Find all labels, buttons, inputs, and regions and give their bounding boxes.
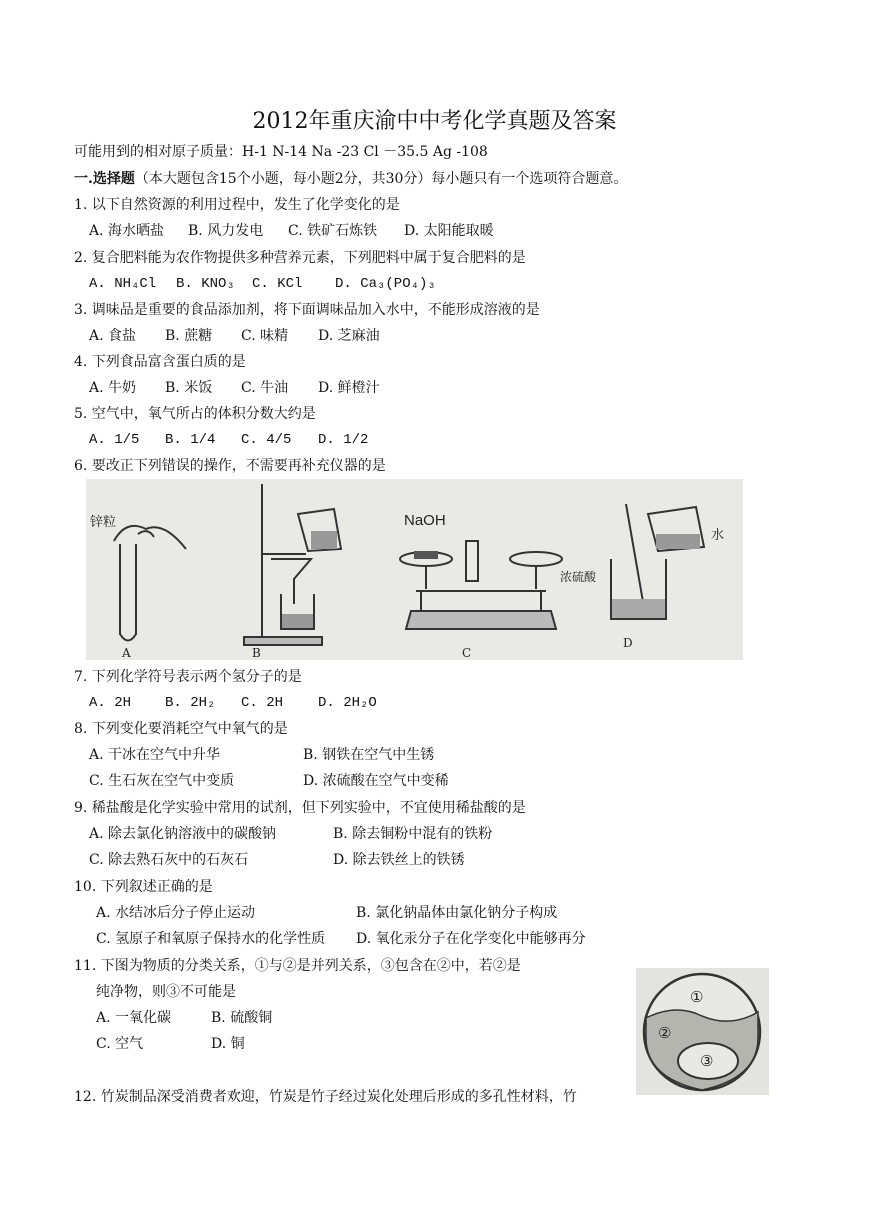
option-c: C. 铁矿石炼铁 — [288, 223, 378, 239]
option-b: B. 氯化钠晶体由氯化钠分子构成 — [356, 905, 558, 921]
option-b: B. 蔗糖 — [165, 328, 213, 344]
lab-operations-drawing — [86, 479, 743, 660]
label-circle-3: ③ — [700, 1052, 714, 1070]
question-stem: 10. 下列叙述正确的是 — [74, 879, 213, 895]
question-stem: 5. 空气中，氧气所占的体积分数大约是 — [74, 406, 316, 422]
label-c: C — [462, 646, 472, 660]
label-zinc: 锌粒 — [90, 515, 117, 530]
label-b: B — [252, 646, 261, 660]
option-b: B. 硫酸铜 — [211, 1010, 273, 1026]
option-c: C. KCl — [252, 276, 303, 292]
option-a: A. 海水晒盐 — [89, 223, 165, 239]
option-a: A. 一氧化碳 — [96, 1010, 172, 1026]
option-b: B. 1/4 — [165, 432, 216, 448]
label-naoh: NaOH — [404, 512, 446, 529]
label-circle-2: ② — [658, 1024, 672, 1042]
question-stem: 1. 以下自然资源的利用过程中，发生了化学变化的是 — [74, 197, 400, 213]
option-c: C. 除去熟石灰中的石灰石 — [89, 852, 249, 868]
label-conc-sulfuric-acid: 浓硫酸 — [560, 570, 597, 584]
question-stem: 3. 调味品是重要的食品添加剂，将下面调味品加入水中，不能形成溶液的是 — [74, 302, 540, 318]
question-stem: 7. 下列化学符号表示两个氢分子的是 — [74, 669, 302, 685]
option-d: D. 氧化汞分子在化学变化中能够再分 — [356, 931, 586, 947]
option-d: D. 太阳能取暖 — [404, 223, 494, 239]
question-stem: 8. 下列变化要消耗空气中氧气的是 — [74, 721, 288, 737]
classification-drawing — [636, 968, 769, 1095]
label-circle-1: ① — [690, 988, 704, 1006]
option-c: C. 氢原子和氧原子保持水的化学性质 — [96, 931, 326, 947]
option-d: D. 除去铁丝上的铁锈 — [333, 852, 465, 868]
question-stem: 6. 要改正下列错误的操作，不需要再补充仪器的是 — [74, 458, 386, 474]
question-stem: 4. 下列食品富含蛋白质的是 — [74, 354, 246, 370]
section-heading-line — [74, 170, 627, 188]
option-a: A. 水结冰后分子停止运动 — [96, 905, 256, 921]
section-heading: 一.选择题 — [74, 171, 135, 187]
option-a: A. 牛奶 — [89, 380, 137, 396]
option-b: B. 除去铜粉中混有的铁粉 — [333, 826, 493, 842]
option-c: C. 2H — [241, 695, 284, 711]
section-description: （本大题包含15个小题，每小题2分，共30分）每小题只有一个选项符合题意。 — [134, 171, 628, 187]
option-d: D. 浓硫酸在空气中变稀 — [303, 773, 449, 789]
option-d: D. 芝麻油 — [318, 328, 380, 344]
option-a: A. 干冰在空气中升华 — [89, 747, 221, 763]
option-c: C. 空气 — [96, 1036, 144, 1052]
option-a: A. 2H — [89, 695, 132, 711]
option-d: D. 鲜橙汁 — [318, 380, 380, 396]
option-d: D. Ca₃(PO₄)₃ — [335, 276, 436, 292]
option-c: C. 生石灰在空气中变质 — [89, 773, 235, 789]
option-c: C. 牛油 — [241, 380, 289, 396]
label-water: 水 — [711, 528, 725, 543]
question-stem: 11. 下图为物质的分类关系，①与②是并列关系，③包含在②中，若②是 — [74, 958, 521, 974]
option-a: A. 1/5 — [89, 432, 140, 448]
classification-diagram — [636, 968, 769, 1095]
page-title: 2012年重庆渝中中考化学真题及答案 — [252, 109, 617, 134]
atomic-masses-line: 可能用到的相对原子质量：H-1 N-14 Na -23 Cl －35.5 Ag -108 — [74, 144, 488, 160]
label-d: D — [623, 636, 633, 650]
question-stem: 9. 稀盐酸是化学实验中常用的试剂，但下列实验中，不宜使用稀盐酸的是 — [74, 800, 526, 816]
option-b: B. 米饭 — [165, 380, 213, 396]
option-c: C. 4/5 — [241, 432, 292, 448]
lab-operations-figure — [86, 479, 743, 660]
option-c: C. 味精 — [241, 328, 289, 344]
label-a: A — [122, 646, 131, 660]
option-b: B. 钢铁在空气中生锈 — [303, 747, 435, 763]
option-a: A. NH₄Cl — [89, 276, 157, 292]
question-stem: 12. 竹炭制品深受消费者欢迎，竹炭是竹子经过炭化处理后形成的多孔性材料，竹 — [74, 1089, 577, 1105]
question-stem: 2. 复合肥料能为农作物提供多种营养元素，下列肥料中属于复合肥料的是 — [74, 250, 526, 266]
option-b: B. KNO₃ — [176, 276, 235, 292]
option-a: A. 除去氯化钠溶液中的碳酸钠 — [89, 826, 277, 842]
option-b: B. 2H₂ — [165, 695, 216, 711]
option-d: D. 2H₂O — [318, 695, 377, 711]
question-stem-continued: 纯净物，则③不可能是 — [96, 984, 236, 1000]
option-b: B. 风力发电 — [188, 223, 264, 239]
option-a: A. 食盐 — [89, 328, 137, 344]
option-d: D. 1/2 — [318, 432, 369, 448]
option-d: D. 铜 — [211, 1036, 245, 1052]
